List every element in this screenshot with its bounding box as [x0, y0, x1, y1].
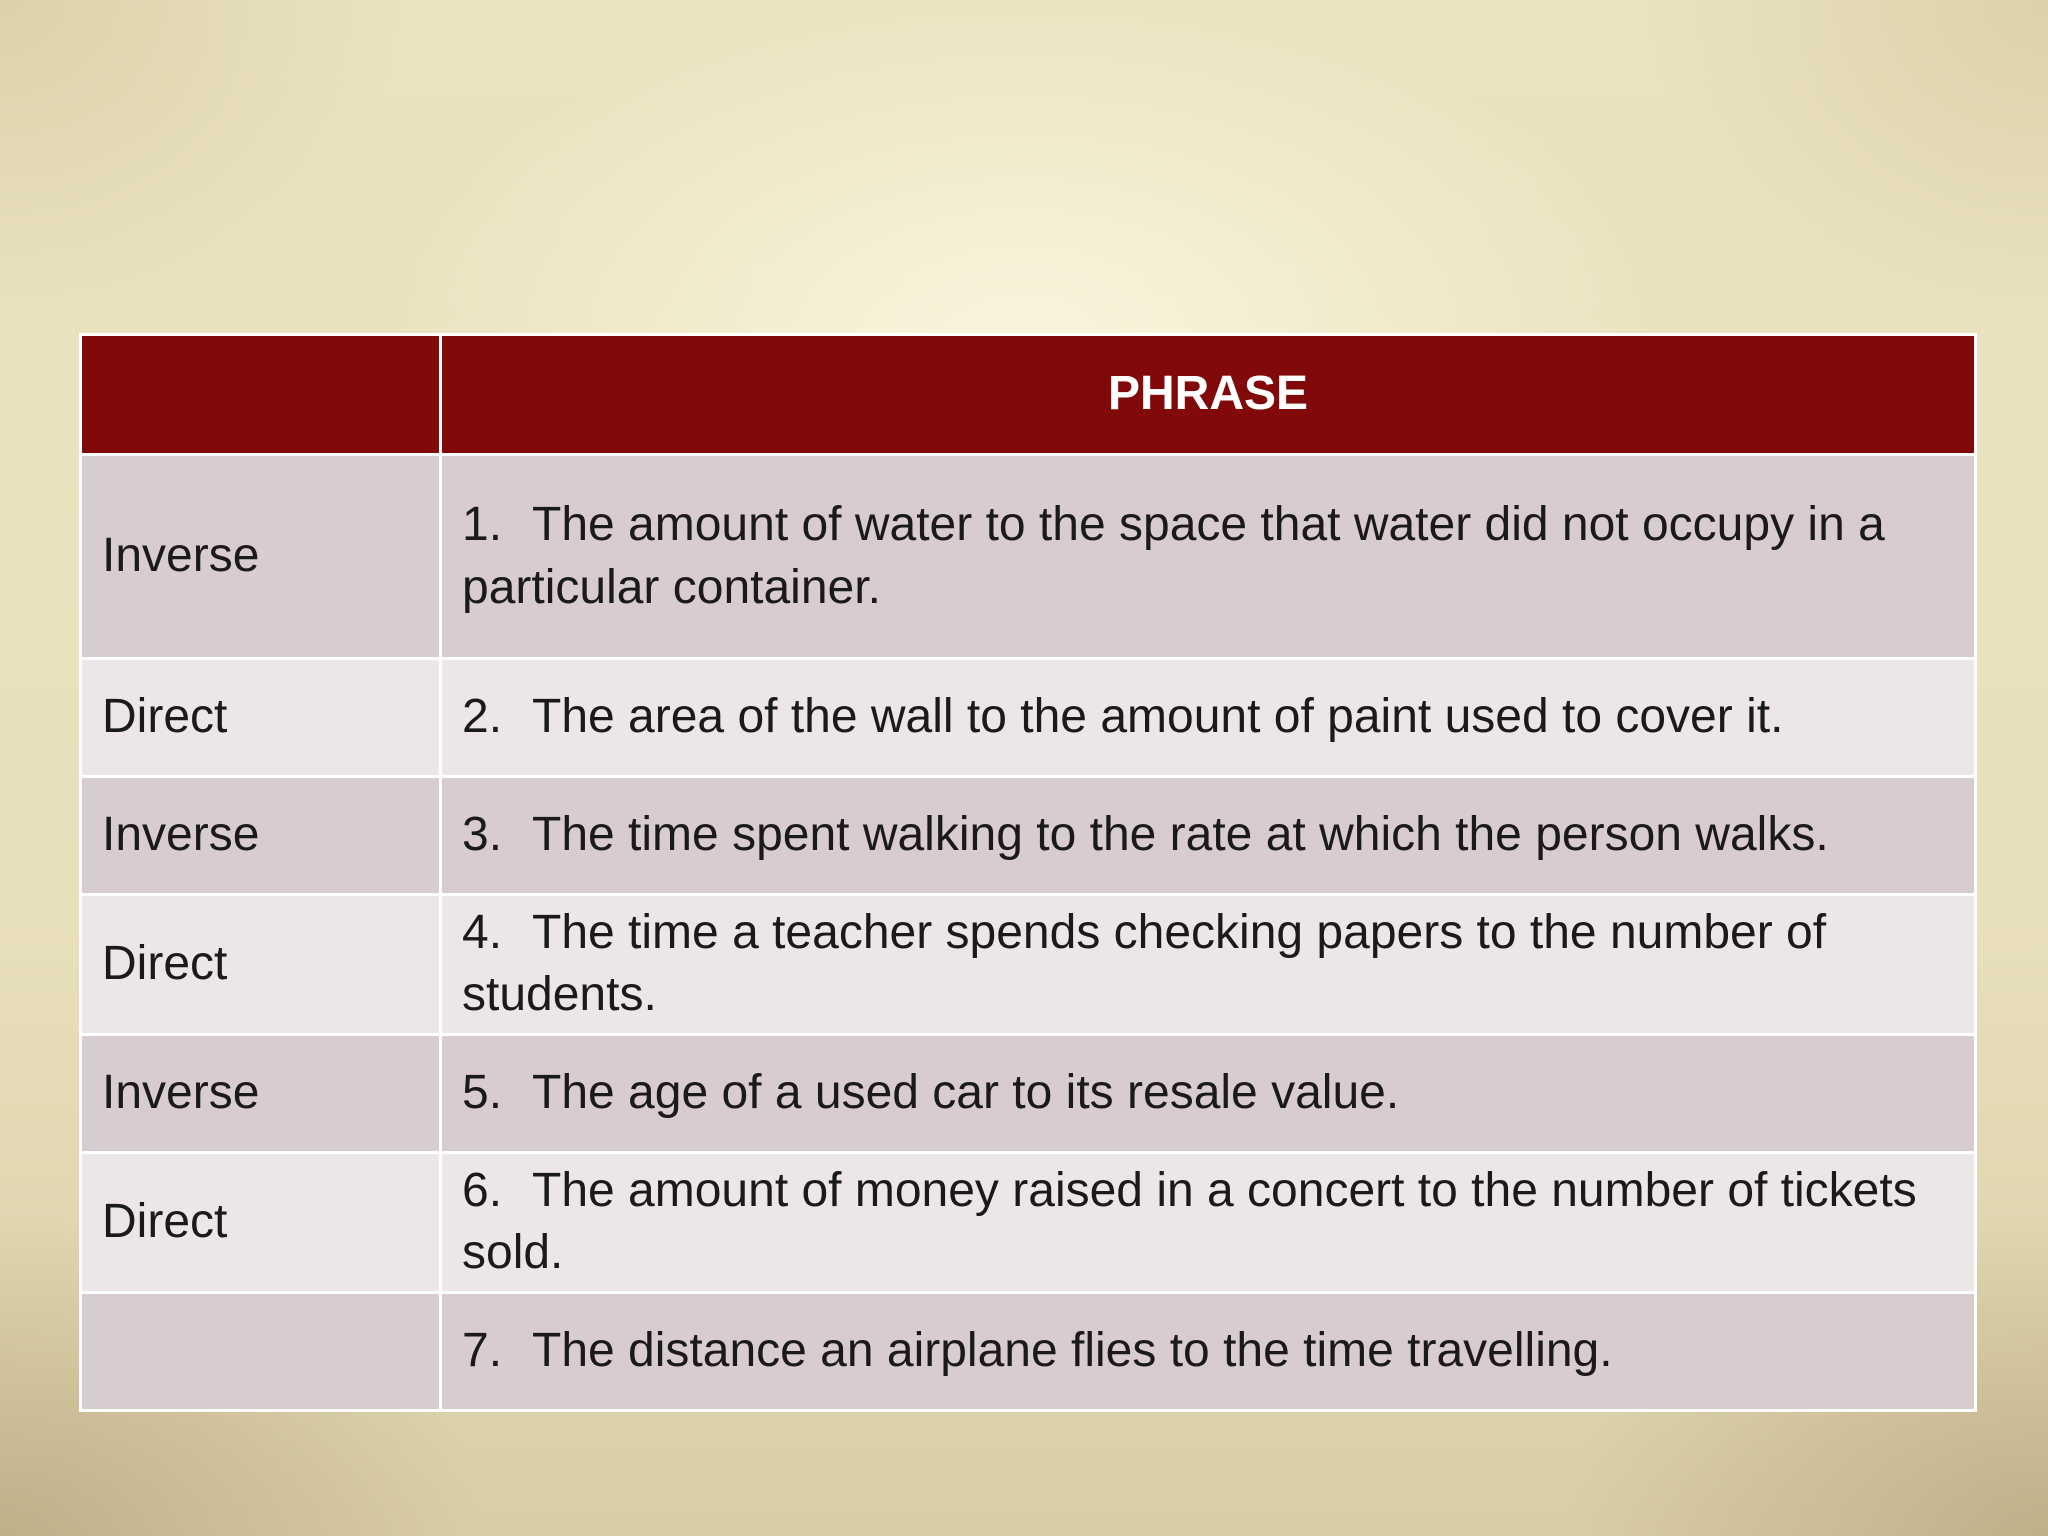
table-row: [81, 1292, 1976, 1410]
answer-cell: [81, 1292, 441, 1410]
phrase-text: The time a teacher spends checking papers to the number of students.: [462, 906, 1827, 1022]
phrase-number: 6.: [462, 1163, 503, 1217]
phrase-text: The time spent walking to the rate at which the person walks.: [532, 808, 1829, 862]
answer-cell: Direct: [81, 1152, 441, 1292]
table-row: [81, 895, 1976, 1035]
phrase-text: The amount of water to the space that water did not occupy in a particular container.: [462, 498, 1885, 614]
phrase-column-header: PHRASE: [441, 335, 1976, 455]
phrase-cell: [441, 1034, 1976, 1152]
phrase-cell: [441, 659, 1976, 777]
phrase-text: The area of the wall to the amount of paint used to cover it.: [532, 690, 1784, 744]
table-header-row: [81, 335, 1976, 455]
phrase-text: The age of a used car to its resale value.: [532, 1066, 1400, 1120]
table-row: [81, 1034, 1976, 1152]
phrase-text: The amount of money raised in a concert to the number of tickets sold.: [462, 1163, 1917, 1280]
phrase-number: 2.: [462, 690, 503, 744]
phrase-cell: [441, 895, 1976, 1035]
answer-cell: Inverse: [81, 455, 441, 659]
table-row: [81, 1152, 1976, 1292]
table-row: [81, 777, 1976, 895]
phrase-number: 4.: [462, 906, 503, 959]
variation-table: [79, 333, 1977, 1412]
phrase-number: 1.: [462, 498, 503, 552]
table-row: [81, 659, 1976, 777]
phrase-cell: [441, 1292, 1976, 1410]
phrase-number: 3.: [462, 808, 503, 862]
answer-cell: Inverse: [81, 1034, 441, 1152]
answer-column-header: [81, 335, 441, 455]
answer-cell: Direct: [81, 659, 441, 777]
phrase-cell: [441, 777, 1976, 895]
answer-cell: Direct: [81, 895, 441, 1035]
phrase-cell: [441, 455, 1976, 659]
table-row: [81, 455, 1976, 659]
answer-cell: Inverse: [81, 777, 441, 895]
phrase-number: 5.: [462, 1066, 503, 1120]
phrase-cell: [441, 1152, 1976, 1292]
phrase-text: The distance an airplane flies to the time travelling.: [532, 1323, 1613, 1377]
phrase-number: 7.: [462, 1323, 503, 1377]
